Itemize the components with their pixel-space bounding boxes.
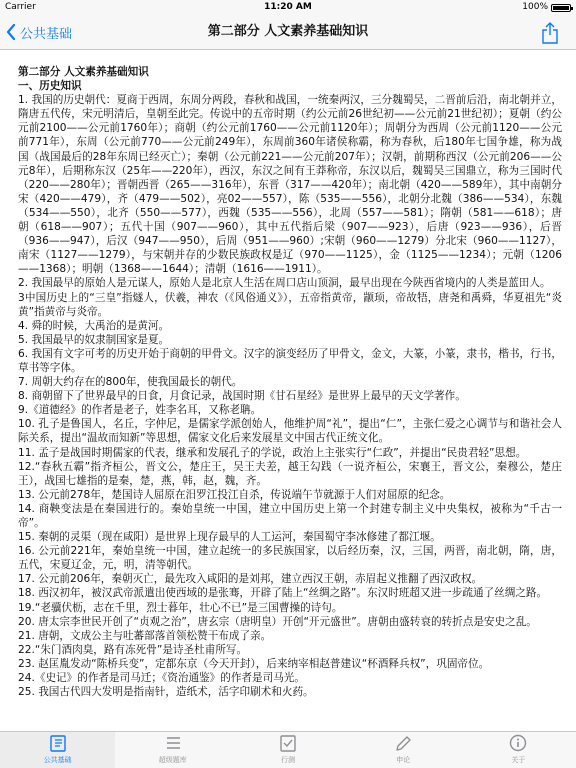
article-paragraph: 17. 公元前206年，秦朝灭亡，最先攻入咸阳的是刘邦，建立西汉王朝，赤眉起义推翻了西汉政权。 <box>18 573 483 586</box>
section-heading: 第二部分 人文素养基础知识 <box>18 66 149 78</box>
article-paragraph: 11. 孟子是战国时期儒家的代表，继承和发展孔子的学说，政治上主张实行“仁政”，并提出“民贵君轻”思想。 <box>18 446 527 459</box>
article-paragraph: 20. 唐太宗李世民开创了“贞观之治”，唐玄宗（唐明皇）开创“开元盛世”。唐朝由盛转衰的转折点是安史之乱。 <box>18 615 537 628</box>
battery-icon <box>551 4 571 12</box>
back-button[interactable] <box>6 14 72 50</box>
status-bar <box>0 0 576 14</box>
tab-label: 公共基础 <box>43 756 72 764</box>
article-paragraph: 7. 周朝大约存在的800年，使我国最长的朝代。 <box>18 376 243 389</box>
article-paragraph: 12.“春秋五霸”指齐桓公，晋文公，楚庄王，吴王夫差，越王勾践（一说齐桓公，宋襄王，晋文公，秦穆公，楚庄王），战国七雄指的是秦，楚，燕，韩，赵，魏，齐。 <box>18 460 562 487</box>
tab-label: 超级题库 <box>158 756 187 764</box>
book-icon <box>47 733 69 753</box>
info-icon <box>507 733 529 753</box>
article-paragraph: 6. 我国有文字可考的历史开始于商朝的甲骨文。汉字的演变经历了甲骨文，金文，大篆，小篆，隶书，楷书，行书，草书等字体。 <box>18 347 562 374</box>
article-paragraph: 23. 赵匡胤发动“陈桥兵变”，定都东京（今天开封），后来纳宰相赵普建议“杯酒释兵权”，巩固帝位。 <box>18 657 490 670</box>
tab-test[interactable] <box>230 732 345 768</box>
battery-fill <box>553 6 569 10</box>
article-paragraph: 25. 我国古代四大发明是指南针，造纸术，活字印刷术和火药。 <box>18 686 314 699</box>
article-content[interactable] <box>0 51 576 731</box>
section-heading: 一、历史知识 <box>18 80 82 93</box>
article-paragraph: 15. 秦朝的灵渠（现在咸阳）是世界上现存最早的人工运河，秦国蜀守李冰修建了都江堰。 <box>18 531 441 544</box>
pen-icon <box>392 733 414 753</box>
battery-percent: 100% <box>522 2 548 12</box>
tab-info[interactable] <box>461 732 576 768</box>
tab-label: 行测 <box>281 756 295 764</box>
article-paragraph: 8. 商朝留下了世界最早的日食，月食记录，战国时期《甘石星经》是世界上最早的天文学著作。 <box>18 390 466 403</box>
chevron-left-icon <box>6 24 16 40</box>
tab-label: 关于 <box>511 756 526 764</box>
article-paragraph: 24.《史记》的作者是司马迁；《资治通鉴》的作者是司马光。 <box>18 672 305 685</box>
article-paragraph: 22.“朱门酒肉臭，路有冻死骨”是诗圣杜甫所写。 <box>18 643 248 656</box>
tab-pen[interactable] <box>346 732 461 768</box>
status-time: 11:20 AM <box>264 2 312 12</box>
article-paragraph: 18. 西汉初年，被汉武帝派遣出使西域的是张骞，开辟了陆上“丝绸之路”。东汉时班超又进一步疏通了丝绸之路。 <box>18 587 548 600</box>
list-icon <box>162 733 184 753</box>
article-paragraph: 9.《道德经》的作者是老子，姓李名耳，又称老聃。 <box>18 404 262 417</box>
battery-status <box>522 0 571 14</box>
article-paragraph: 14. 商鞅变法是在秦国进行的。秦始皇统一中国，建立中国历史上第一个封建专制主义中央集权，被称为“千古一帝”。 <box>18 502 562 529</box>
back-button-label: 公共基础 <box>20 26 73 42</box>
article-paragraph: 16. 公元前221年，秦始皇统一中国，建立起统一的多民族国家，以后经历秦，汉，三国，两晋，南北朝，隋，唐，五代，宋夏辽金，元，明，清等朝代。 <box>18 545 562 572</box>
test-icon <box>277 733 299 753</box>
article-paragraph: 19.“老骥伏枥，志在千里，烈士暮年，壮心不已”是三国曹操的诗句。 <box>18 601 343 614</box>
article-paragraph: 5. 我国最早的奴隶制国家是夏。 <box>18 333 170 346</box>
article-paragraph: 1. 我国的历史朝代：夏商于西周，东周分两段，春秋和战国，一统秦两汉，三分魏蜀吴，二晋前后沿，南北朝并立，隋唐五代传，宋元明清后，皇朝至此完。传说中的五帝时期（约公元前26世纪初——公元前21世纪初）；夏朝（约公元前2100——公元前1760年）；商朝（约公元前1760——公元前1120年）；周朝分为西周（公元前1120——公元前771年），东周（公元前770——公元前249年），东周前360年诸侯称霸，称为春秋，后180年七国争雄，称为战国（战国最后的28年东周已经灭亡）；秦朝（公元前221——公元前207年）；汉朝，前期称西汉（公元前206——公元8年），后期称东汉（25年——220年），西汉，东汉之间有王莽称帝，东汉以后，魏蜀吴三国鼎立，称为三国时代（220——280年）；晋朝西晋（265——316年），东晋（317——420年）；南北朝（420——589年），其中南朝分宋（420——479），齐（479——502），亮02——557），陈（535——556），北朝分北魏（386——534），东魏（534——550），北齐（550——577），西魏（535——556），北周（557——581）；隋朝（581——618）；唐朝（618——907）；五代十国（907——960），其中五代指后梁（907——923），后唐（923——936），后晋（936——947），后汉（947——950），后周（951——960）;宋朝（960——1279）分北宋（960——1127），南宋（1127——1279），与宋朝并存的少数民族政权是辽（970——1125），金（1125——1234）；元朝（1206——1368）；明朝（1368——1644）；清朝（1616——1911）。 <box>18 94 562 276</box>
carrier-label: Carrier <box>5 2 36 12</box>
tab-list[interactable] <box>115 732 230 768</box>
tab-label: 申论 <box>396 756 411 764</box>
article-paragraph: 10. 孔子是鲁国人，名丘，字仲尼，是儒家学派创始人，他维护周“礼”，提出“仁”，主张仁爱之心调节与和谐社会人际关系，提出“温故而知新”等思想，儒家文化后来发展星文中国古代正统文化。 <box>18 418 562 445</box>
tab-bar <box>0 731 576 768</box>
article-paragraph: 2. 我国最早的原始人是元谋人，原始人是北京人生活在周口店山顶洞，最早出现在今陕西省境内的人类是蓝田人。 <box>18 277 551 290</box>
share-icon[interactable] <box>540 22 560 44</box>
article-paragraph: 13. 公元前278年，楚国诗人屈原在汨罗江投江自杀，传说端午节就源于人们对屈原的纪念。 <box>18 488 451 501</box>
article-paragraph: 21. 唐朝，文成公主与吐蕃部落首领松赞干布成了亲。 <box>18 629 272 642</box>
article-paragraph: 3中国历史上的“三皇”指燧人，伏羲，神农（《风俗通义》），五帝指黄帝，颛顼，帝故牾，唐尧和禹舜，华夏祖先“炎黄”指黄帝与炎帝。 <box>18 291 562 318</box>
tab-book[interactable] <box>0 732 115 768</box>
page-title: 第二部分 人文素养基础知识 <box>207 24 369 39</box>
navigation-bar <box>0 14 576 50</box>
article-paragraph: 4. 舜的时候，大禹治的是黄河。 <box>18 319 170 332</box>
